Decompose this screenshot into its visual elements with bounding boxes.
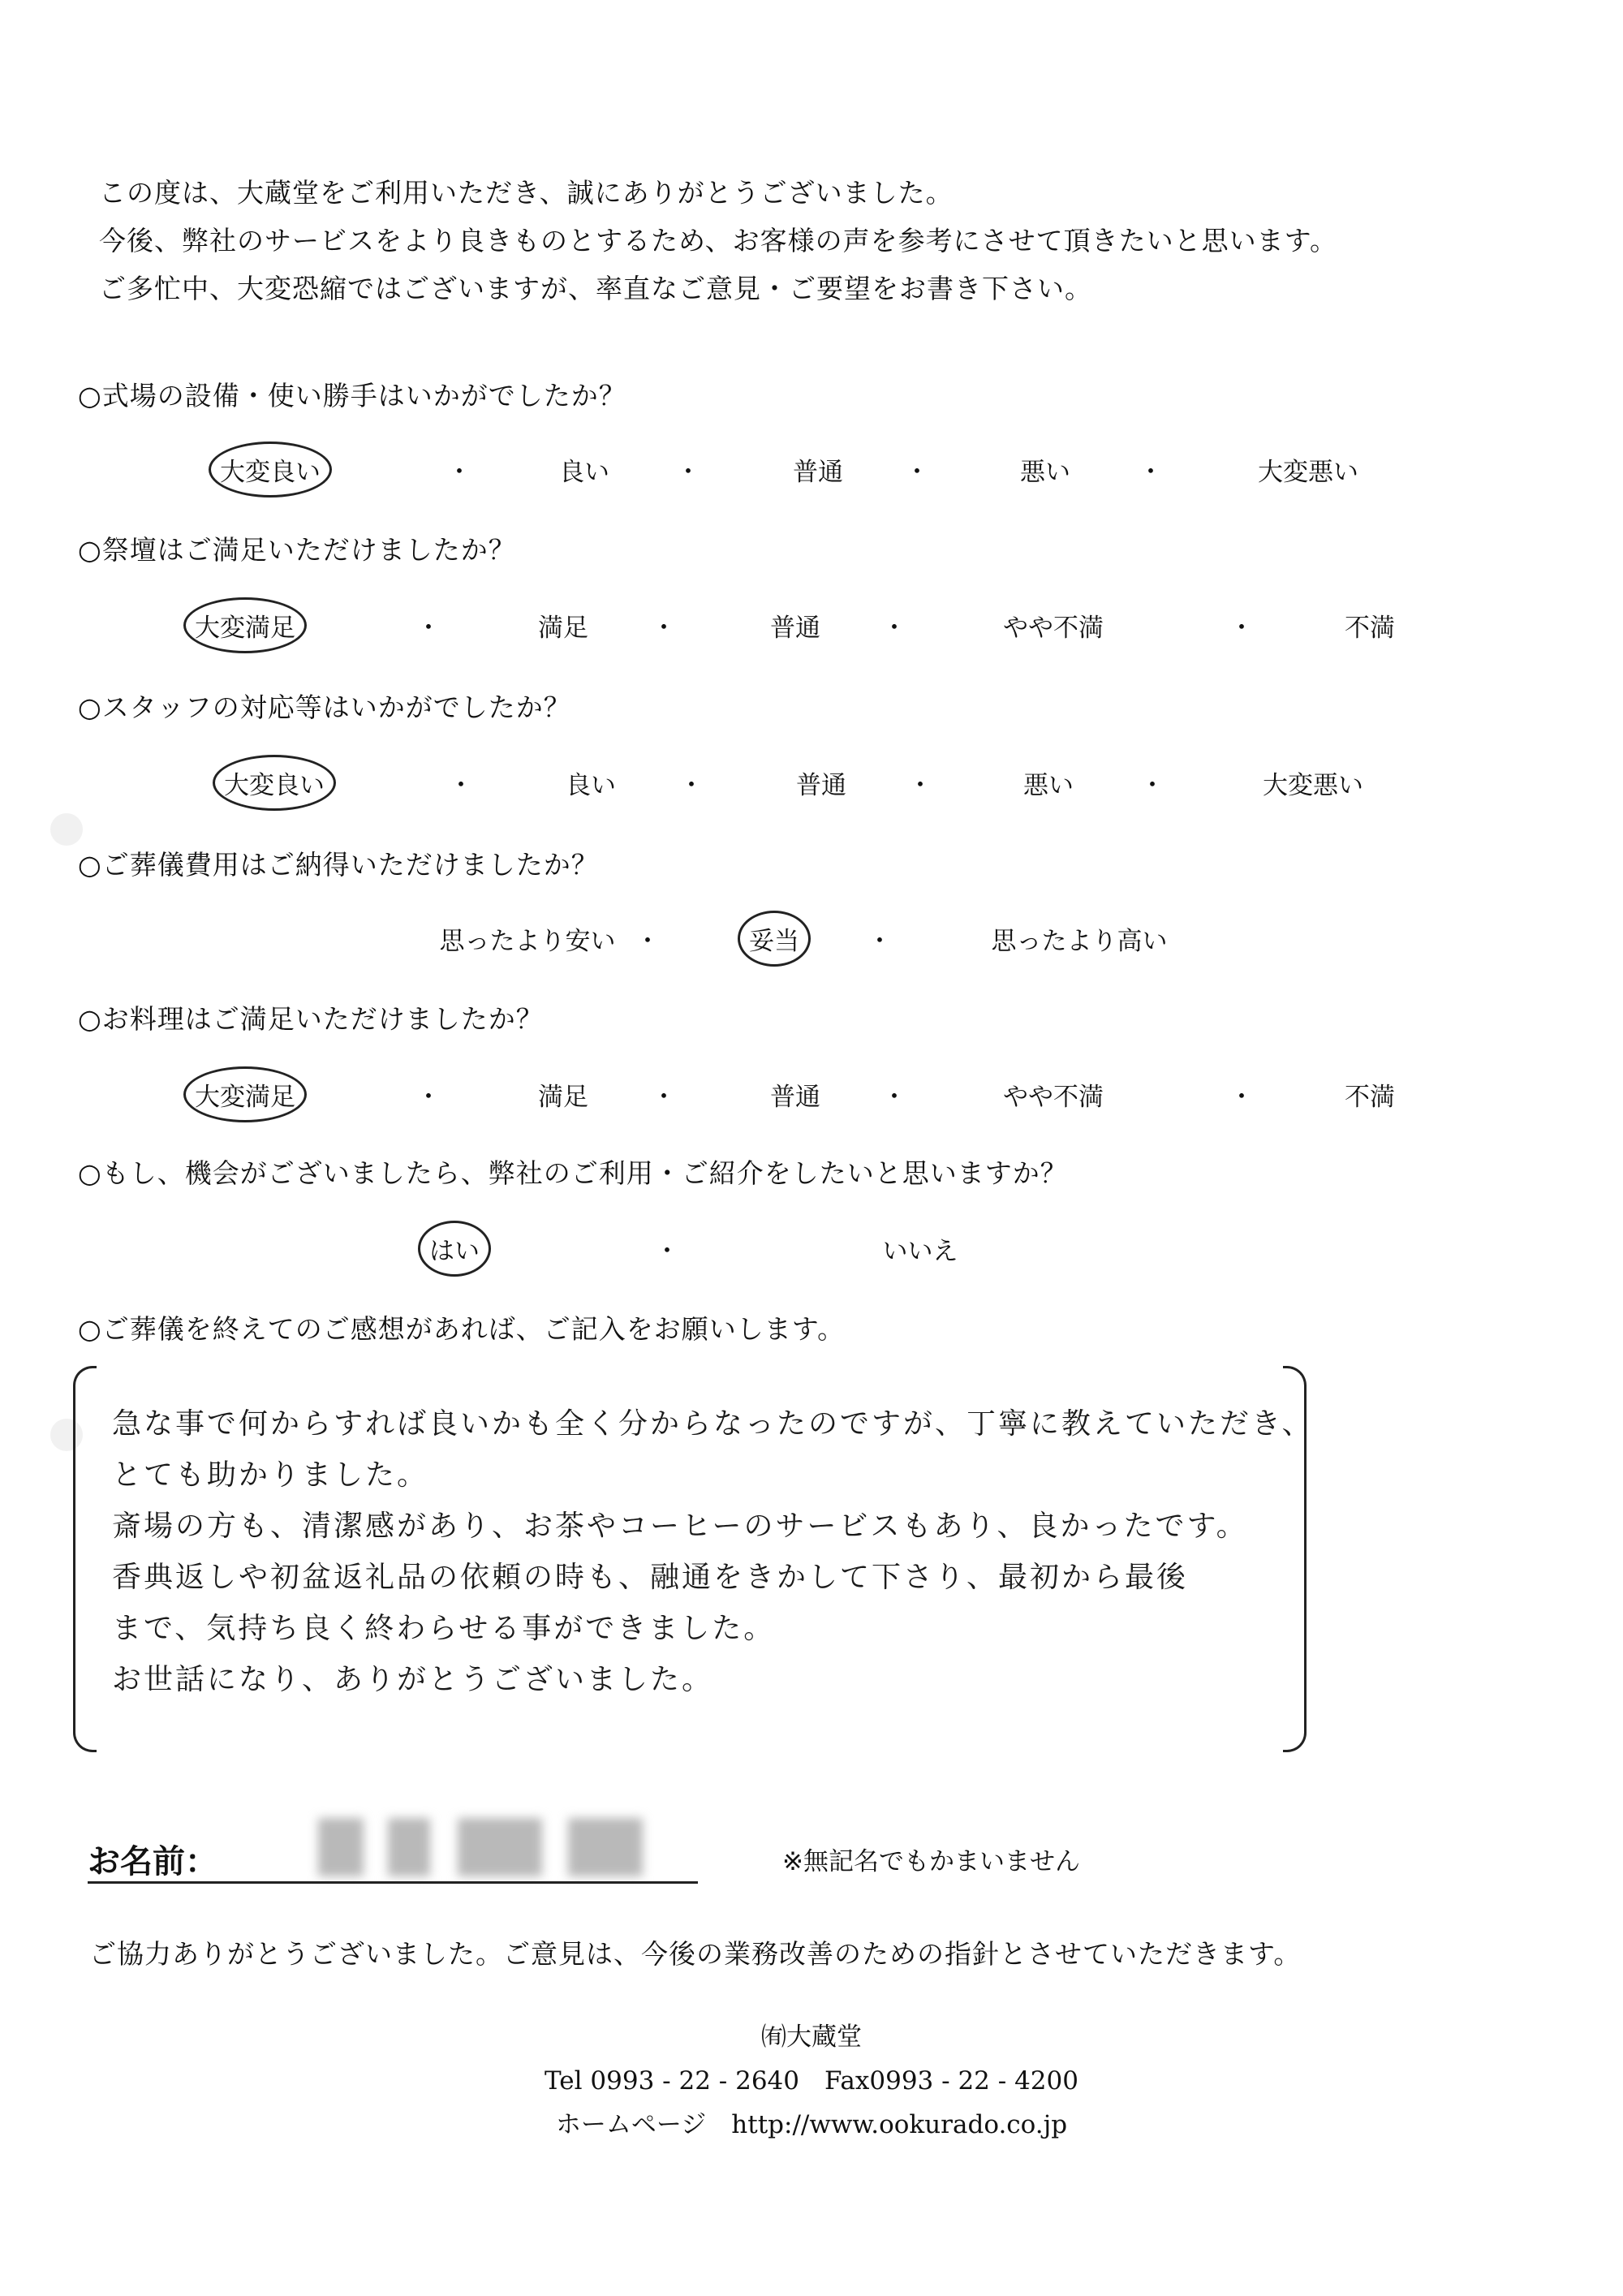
separator: ・: [635, 927, 661, 956]
separator: ・: [1229, 1083, 1255, 1112]
option[interactable]: いいえ: [882, 1237, 958, 1266]
comment-line: とても助かりました。: [112, 1458, 429, 1492]
separator: ・: [1139, 771, 1165, 800]
bracket-left: [73, 1366, 97, 1752]
separator: ・: [867, 927, 893, 956]
option[interactable]: 悪い: [1020, 458, 1070, 487]
option[interactable]: 不満: [1345, 1083, 1395, 1112]
question-altar: ○祭壇はご満足いただけましたか？: [78, 534, 516, 566]
question-referral: ○もし、機会がございましたら、弊社のご利用・ご紹介をしたいと思いますか？: [78, 1157, 1068, 1189]
footer-contact: Tel 0993 - 22 - 2640 Fax0993 - 22 - 4200: [545, 2066, 1078, 2096]
intro-line: この度は、大蔵堂をご利用いただき、誠にありがとうございました。: [99, 177, 954, 209]
option[interactable]: 不満: [1345, 614, 1395, 643]
footer-company: ㈲大蔵堂: [761, 2022, 862, 2052]
separator: ・: [904, 458, 930, 487]
option[interactable]: やや不満: [1003, 1083, 1104, 1112]
question-cost: ○ご葬儀費用はご納得いただけましたか？: [78, 849, 599, 881]
option[interactable]: 満足: [538, 1083, 588, 1112]
redacted-name: [388, 1818, 430, 1876]
separator: ・: [881, 1083, 907, 1112]
name-label: お名前：: [88, 1843, 217, 1880]
separator: ・: [678, 771, 704, 800]
comment-line: まで、気持ち良く終わらせる事ができました。: [112, 1612, 776, 1645]
footer-homepage: ホームページ http://www.ookurado.co.jp: [555, 2110, 1068, 2139]
redacted-name: [458, 1818, 542, 1876]
name-field-underline[interactable]: [88, 1881, 698, 1884]
question-comments: ○ご葬儀を終えてのご感想があれば、ご記入をお願いします。: [78, 1313, 846, 1345]
option-selected[interactable]: 大変満足: [195, 607, 295, 644]
option-selected[interactable]: 大変良い: [220, 451, 321, 488]
anonymous-note: ※無記名でもかまいません: [782, 1847, 1080, 1876]
separator: ・: [651, 1083, 677, 1112]
option[interactable]: 思ったより高い: [991, 927, 1168, 956]
separator: ・: [675, 458, 701, 487]
comment-line: 斎場の方も、清潔感があり、お茶やコーヒーのサービスもあり、良かったです。: [112, 1510, 1248, 1543]
intro-line: 今後、弊社のサービスをより良きものとするため、お客様の声を参考にさせて頂きたいと思います。: [99, 225, 1338, 256]
separator: ・: [654, 1237, 680, 1266]
option[interactable]: 思ったより安い: [439, 927, 616, 956]
option[interactable]: 普通: [770, 614, 820, 643]
option[interactable]: 普通: [796, 771, 846, 800]
separator: ・: [448, 771, 474, 800]
redacted-name: [568, 1818, 643, 1876]
redacted-name: [318, 1818, 364, 1876]
question-staff: ○スタッフの対応等はいかがでしたか？: [78, 691, 571, 723]
comment-line: お世話になり、ありがとうございました。: [112, 1663, 714, 1696]
handwritten-comment: [112, 1398, 1314, 1705]
comment-box[interactable]: [73, 1366, 1314, 1747]
separator: ・: [415, 614, 441, 643]
separator: ・: [881, 614, 907, 643]
question-facility: ○式場の設備・使い勝手はいかがでしたか？: [78, 380, 626, 411]
option[interactable]: 満足: [538, 614, 588, 643]
option[interactable]: 良い: [559, 458, 609, 487]
separator: ・: [651, 614, 677, 643]
separator: ・: [1138, 458, 1164, 487]
separator: ・: [415, 1083, 441, 1112]
scan-artifact: [50, 813, 83, 846]
comment-line: 香典返しや初盆返礼品の依頼の時も、融通をきかして下さり、最初から最後: [112, 1561, 1189, 1594]
option[interactable]: 良い: [566, 771, 616, 800]
option[interactable]: やや不満: [1003, 614, 1104, 643]
option[interactable]: 普通: [793, 458, 843, 487]
thanks-text: ご協力ありがとうございました。ご意見は、今後の業務改善のための指針とさせていただきます。: [89, 1938, 1302, 1970]
question-food: ○お料理はご満足いただけましたか？: [78, 1003, 544, 1035]
option[interactable]: 大変悪い: [1263, 771, 1363, 800]
separator: ・: [907, 771, 933, 800]
option-selected[interactable]: 大変良い: [224, 765, 325, 801]
option-selected[interactable]: はい: [429, 1230, 480, 1267]
option-selected[interactable]: 大変満足: [195, 1076, 295, 1113]
option[interactable]: 大変悪い: [1258, 458, 1358, 487]
intro-line: ご多忙中、大変恐縮ではございますが、率直なご意見・ご要望をお書き下さい。: [99, 273, 1092, 304]
option[interactable]: 普通: [770, 1083, 820, 1112]
option[interactable]: 悪い: [1023, 771, 1074, 800]
intro-text: [99, 169, 1337, 312]
comment-line: 急な事で何からすれば良いかも全く分からなったのですが、丁寧に教えていただき、: [112, 1407, 1314, 1441]
option-selected[interactable]: 妥当: [749, 920, 799, 957]
separator: ・: [446, 458, 472, 487]
separator: ・: [1229, 614, 1255, 643]
